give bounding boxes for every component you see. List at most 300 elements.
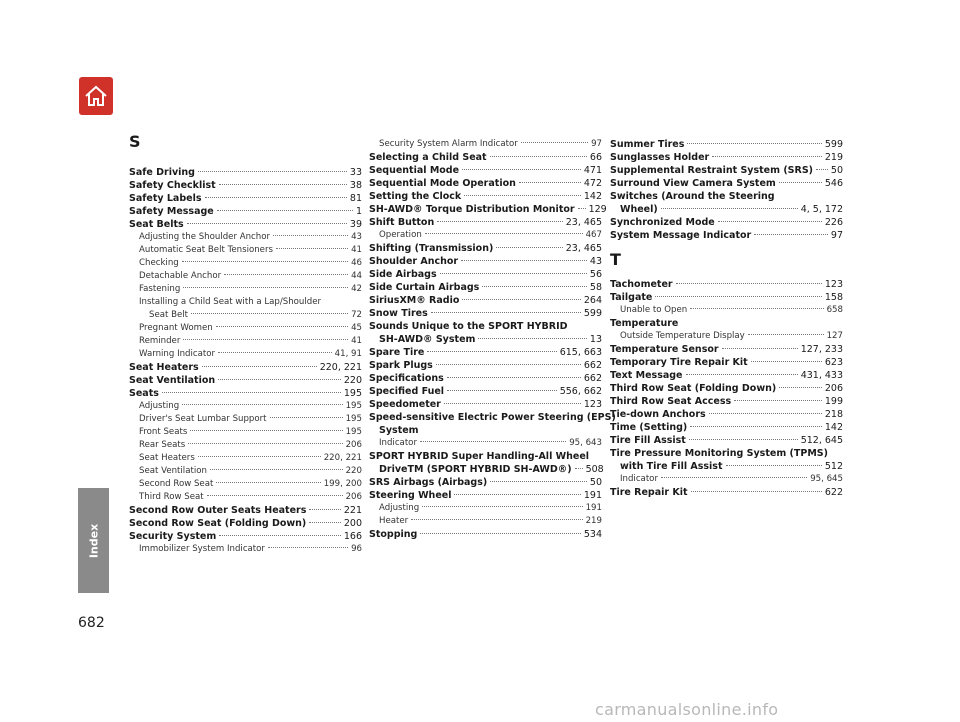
page-reference: 206 <box>824 383 843 394</box>
index-entry[interactable] <box>610 408 843 421</box>
dot-leader <box>219 184 347 185</box>
entry-name: Unable to Open <box>620 305 688 315</box>
index-subentry[interactable] <box>129 257 362 270</box>
dot-leader <box>427 351 556 352</box>
index-subentry[interactable] <box>129 335 362 348</box>
dot-leader <box>661 208 798 209</box>
page-reference: 220, 221 <box>319 362 362 373</box>
index-entry[interactable] <box>129 205 362 218</box>
page-reference: 622 <box>824 487 843 498</box>
index-entry[interactable] <box>610 343 843 356</box>
page-reference: 56 <box>589 269 602 280</box>
dot-leader <box>689 439 798 440</box>
index-entry[interactable] <box>369 164 602 177</box>
index-entry[interactable] <box>129 192 362 205</box>
index-entry[interactable] <box>369 216 602 229</box>
page-reference: 46 <box>351 258 362 268</box>
entry-continuation <box>369 424 602 437</box>
page-reference: 220 <box>343 375 362 386</box>
index-subentry[interactable] <box>610 304 843 317</box>
page-reference: 200 <box>343 518 362 529</box>
index-entry[interactable] <box>129 517 362 530</box>
dot-leader <box>218 352 332 353</box>
entry-name: Reminder <box>139 336 181 346</box>
dot-leader <box>411 519 582 520</box>
page-reference: 534 <box>583 529 602 540</box>
index-subentry[interactable] <box>129 270 362 283</box>
entry-name: Front Seats <box>139 427 188 437</box>
dot-leader <box>268 547 348 548</box>
index-entry[interactable] <box>610 291 843 304</box>
entry-name: Heater <box>379 516 409 526</box>
dot-leader <box>309 522 341 523</box>
index-entry[interactable] <box>129 218 362 231</box>
dot-leader <box>182 404 342 405</box>
page-reference: 226 <box>824 217 843 228</box>
dot-leader <box>686 374 798 375</box>
page-reference: 58 <box>589 282 602 293</box>
entry-name: Shifting (Transmission) <box>369 243 494 254</box>
entry-name-continued: System <box>379 425 419 436</box>
index-entry[interactable] <box>369 242 602 255</box>
page-reference: 556, 662 <box>559 386 602 397</box>
page-reference: 123 <box>824 279 843 290</box>
index-subentry[interactable] <box>129 322 362 335</box>
dot-leader <box>676 283 822 284</box>
entry-name: Adjusting <box>379 503 420 513</box>
watermark: carmanualsonline.info <box>595 700 779 719</box>
dot-leader <box>188 443 342 444</box>
dot-leader <box>661 477 807 478</box>
page-reference: 95, 645 <box>810 474 843 484</box>
index-entry[interactable] <box>369 307 602 320</box>
page-reference: 43 <box>589 256 602 267</box>
dot-leader <box>447 390 557 391</box>
page-reference: 95, 643 <box>569 438 602 448</box>
dot-leader <box>690 308 823 309</box>
index-entry[interactable] <box>610 434 843 447</box>
entry-name: Temporary Tire Repair Kit <box>610 357 748 368</box>
entry-name: Immobilizer System Indicator <box>139 544 265 554</box>
entry-name: Spare Tire <box>369 347 425 358</box>
entry-name: Installing a Child Seat with a Lap/Shoulder <box>139 297 322 307</box>
page-reference: 43 <box>351 232 362 242</box>
dot-leader <box>690 426 822 427</box>
dot-leader <box>219 535 341 536</box>
index-entry[interactable] <box>129 179 362 192</box>
page-reference: 512, 645 <box>800 435 843 446</box>
index-entry[interactable] <box>369 489 602 502</box>
side-tab-label: Index <box>87 523 100 558</box>
entry-name-continued: with Tire Fill Assist <box>620 461 723 472</box>
index-entry[interactable] <box>610 190 843 216</box>
dot-leader <box>309 509 340 510</box>
dot-leader <box>270 417 343 418</box>
entry-name: Driver's Seat Lumbar Support <box>139 414 267 424</box>
entry-name: Synchronized Mode <box>610 217 715 228</box>
page-reference: 13 <box>589 334 602 345</box>
page-reference: 195 <box>343 388 362 399</box>
index-subentry[interactable] <box>129 543 362 556</box>
dot-leader <box>578 208 586 209</box>
dot-leader <box>276 248 348 249</box>
dot-leader <box>273 235 348 236</box>
page-reference: 218 <box>824 409 843 420</box>
entry-continuation <box>610 460 843 473</box>
index-entry[interactable] <box>129 374 362 387</box>
entry-name: Adjusting <box>139 401 180 411</box>
index-entry[interactable] <box>369 151 602 164</box>
dot-leader <box>734 400 822 401</box>
entry-name: Supplemental Restraint System (SRS) <box>610 165 814 176</box>
page-reference: 195 <box>345 414 362 424</box>
entry-name: Safety Checklist <box>129 180 216 191</box>
index-entry[interactable] <box>610 356 843 369</box>
page-reference: 142 <box>583 191 602 202</box>
dot-leader <box>444 403 581 404</box>
page-reference: 50 <box>589 477 602 488</box>
dot-leader <box>218 379 341 380</box>
page-reference: 166 <box>343 531 362 542</box>
dot-leader <box>183 287 348 288</box>
entry-name: Spark Plugs <box>369 360 433 371</box>
section-heading-t: T <box>610 250 621 269</box>
index-subentry[interactable] <box>610 473 843 486</box>
index-subentry[interactable] <box>129 413 362 426</box>
index-entry[interactable] <box>369 203 607 216</box>
entry-name: Detachable Anchor <box>139 271 222 281</box>
dot-leader <box>425 233 583 234</box>
dot-leader <box>224 274 348 275</box>
index-entry[interactable] <box>610 164 843 177</box>
entry-name: SH-AWD® Torque Distribution Monitor <box>369 204 575 215</box>
entry-name: Sequential Mode <box>369 165 460 176</box>
entry-name: Indicator <box>620 474 658 484</box>
index-entry[interactable] <box>610 447 843 473</box>
dot-leader <box>490 156 587 157</box>
entry-name: Security System <box>129 531 217 542</box>
index-subentry[interactable] <box>129 465 362 478</box>
index-entry[interactable] <box>610 138 843 151</box>
index-subentry[interactable] <box>369 437 602 450</box>
entry-continuation <box>139 309 362 322</box>
entry-name-continued: SH-AWD® System <box>379 334 476 345</box>
entry-name: Third Row Seat (Folding Down) <box>610 383 777 394</box>
index-subentry[interactable] <box>369 502 602 515</box>
dot-leader <box>521 142 588 143</box>
index-entry[interactable] <box>369 372 602 385</box>
page-reference: 38 <box>349 180 362 191</box>
dot-leader <box>726 465 822 466</box>
page-reference: 599 <box>583 308 602 319</box>
dot-leader <box>687 143 822 144</box>
index-subentry[interactable] <box>129 244 362 257</box>
dot-leader <box>420 533 581 534</box>
index-entry[interactable] <box>610 151 843 164</box>
index-entry[interactable] <box>610 229 843 242</box>
entry-name: Checking <box>139 258 179 268</box>
entry-name: Shoulder Anchor <box>369 256 459 267</box>
page-reference: 191 <box>583 490 602 501</box>
entry-name: Operation <box>379 230 422 240</box>
page-reference: 41, 91 <box>334 349 362 359</box>
entry-name: Third Row Seat <box>139 492 204 502</box>
entry-name: Shift Button <box>369 217 435 228</box>
entry-name: Tailgate <box>610 292 653 303</box>
page-reference: 127 <box>826 331 843 341</box>
page-reference: 123 <box>583 399 602 410</box>
page-reference: 467 <box>585 230 602 240</box>
entry-name-continued: Wheel) <box>620 204 658 215</box>
dot-leader <box>216 326 348 327</box>
dot-leader <box>748 334 824 335</box>
dot-leader <box>718 221 822 222</box>
dot-leader <box>462 169 581 170</box>
page-reference: 66 <box>589 152 602 163</box>
dot-leader <box>482 286 587 287</box>
index-entry[interactable] <box>369 255 602 268</box>
index-entry[interactable] <box>369 398 602 411</box>
entry-name: Tie-down Anchors <box>610 409 706 420</box>
dot-leader <box>436 364 581 365</box>
dot-leader <box>216 482 320 483</box>
entry-name: Seats <box>129 388 159 399</box>
entry-name: Tire Fill Assist <box>610 435 686 446</box>
index-entry[interactable] <box>369 346 602 359</box>
entry-name: Pregnant Women <box>139 323 213 333</box>
entry-name: System Message Indicator <box>610 230 752 241</box>
page-reference: 220 <box>345 466 362 476</box>
index-entry[interactable] <box>369 190 602 203</box>
index-column-1 <box>129 132 362 556</box>
entry-name: Summer Tires <box>610 139 685 150</box>
page-reference: 220, 221 <box>323 453 362 463</box>
index-entry[interactable] <box>369 411 616 437</box>
index-subentry[interactable] <box>129 426 362 439</box>
page-reference: 4, 5, 172 <box>800 204 843 215</box>
index-subentry[interactable] <box>129 231 362 244</box>
entry-name: Stopping <box>369 529 418 540</box>
dot-leader <box>183 339 348 340</box>
index-subentry[interactable] <box>129 478 362 491</box>
index-subentry[interactable] <box>129 283 362 296</box>
dot-leader <box>210 469 343 470</box>
entry-name: Speedometer <box>369 399 441 410</box>
index-entry[interactable] <box>610 177 843 190</box>
page-reference: 546 <box>824 178 843 189</box>
index-subentry[interactable] <box>129 296 362 322</box>
page-reference: 199, 200 <box>323 479 362 489</box>
dot-leader <box>182 261 348 262</box>
index-entry[interactable] <box>129 530 362 543</box>
entry-name: Speed-sensitive Electric Power Steering (EPS) <box>369 412 616 423</box>
page-reference: 199 <box>824 396 843 407</box>
page-reference: 615, 663 <box>559 347 602 358</box>
index-subentry[interactable] <box>129 348 362 361</box>
page-reference: 658 <box>826 305 843 315</box>
index-subentry[interactable] <box>369 515 602 528</box>
page-reference: 662 <box>583 373 602 384</box>
index-entry[interactable] <box>129 504 362 517</box>
page-reference: 662 <box>583 360 602 371</box>
page-reference: 142 <box>824 422 843 433</box>
entry-name: Third Row Seat Access <box>610 396 732 407</box>
dot-leader <box>712 156 822 157</box>
page-reference: 195 <box>345 427 362 437</box>
page-reference: 431, 433 <box>800 370 843 381</box>
index-subentry[interactable] <box>369 229 602 242</box>
page-reference: 72 <box>351 310 362 320</box>
entry-continuation <box>369 463 602 476</box>
entry-name: Sounds Unique to the SPORT HYBRID <box>369 321 568 332</box>
index-entry[interactable] <box>610 382 843 395</box>
index-subentry[interactable] <box>369 138 602 151</box>
index-entry[interactable] <box>129 361 362 374</box>
page-reference: 127, 233 <box>800 344 843 355</box>
page-reference: 206 <box>345 440 362 450</box>
page-reference: 41 <box>351 336 362 346</box>
entry-name: Time (Setting) <box>610 422 688 433</box>
index-subentry[interactable] <box>129 491 362 504</box>
dot-leader <box>754 234 828 235</box>
dot-leader <box>779 182 822 183</box>
index-entry[interactable] <box>129 166 362 179</box>
page-reference: 508 <box>585 464 604 475</box>
entry-name: Sunglasses Holder <box>610 152 710 163</box>
entry-name: Second Row Seat <box>139 479 214 489</box>
index-side-tab[interactable] <box>78 488 109 593</box>
home-button[interactable] <box>79 77 113 115</box>
entry-name: Specified Fuel <box>369 386 445 397</box>
index-entry[interactable] <box>610 369 843 382</box>
dot-leader <box>709 413 822 414</box>
page-reference: 512 <box>824 461 843 472</box>
entry-name: Automatic Seat Belt Tensioners <box>139 245 273 255</box>
entry-name: Second Row Seat (Folding Down) <box>129 518 307 529</box>
index-subentry[interactable] <box>129 452 362 465</box>
dot-leader <box>575 468 583 469</box>
index-entry[interactable] <box>610 216 843 229</box>
entry-name: Security System Alarm Indicator <box>379 139 518 149</box>
entry-name: Temperature <box>610 318 679 329</box>
dot-leader <box>816 169 828 170</box>
page-reference: 206 <box>345 492 362 502</box>
dot-leader <box>191 313 348 314</box>
entry-name: Seat Ventilation <box>129 375 216 386</box>
entry-name: Temperature Sensor <box>610 344 719 355</box>
index-entry[interactable] <box>610 421 843 434</box>
index-column-2 <box>369 138 616 541</box>
entry-name: Outside Temperature Display <box>620 331 745 341</box>
entry-name: Safety Labels <box>129 193 202 204</box>
page-reference: 219 <box>824 152 843 163</box>
page-reference: 42 <box>351 284 362 294</box>
dot-leader <box>198 456 321 457</box>
dot-leader <box>190 430 342 431</box>
dot-leader <box>779 387 822 388</box>
entry-name: Text Message <box>610 370 683 381</box>
index-entry[interactable] <box>369 320 602 346</box>
entry-continuation <box>610 203 843 216</box>
page-reference: 191 <box>585 503 602 513</box>
dot-leader <box>205 197 347 198</box>
entry-name: SPORT HYBRID Super Handling-All Wheel <box>369 451 590 462</box>
entry-name: Seat Ventilation <box>139 466 207 476</box>
page-reference: 471 <box>583 165 602 176</box>
entry-name: Safety Message <box>129 206 214 217</box>
entry-name: Sequential Mode Operation <box>369 178 516 189</box>
page-reference: 39 <box>349 219 362 230</box>
dot-leader <box>519 182 581 183</box>
index-subentry[interactable] <box>129 400 362 413</box>
index-entry[interactable] <box>369 268 602 281</box>
entry-name-continued: Seat Belt <box>149 310 189 320</box>
page-reference: 41 <box>351 245 362 255</box>
index-entry[interactable] <box>369 359 602 372</box>
dot-leader <box>478 338 587 339</box>
dot-leader <box>440 273 587 274</box>
page-reference: 129 <box>588 204 607 215</box>
dot-leader <box>691 491 822 492</box>
index-entry[interactable] <box>129 387 362 400</box>
entry-name: SRS Airbags (Airbags) <box>369 477 488 488</box>
dot-leader <box>655 296 821 297</box>
index-entry[interactable] <box>610 486 843 499</box>
index-entry[interactable] <box>610 395 843 408</box>
entry-name: Snow Tires <box>369 308 428 319</box>
page-reference: 97 <box>591 139 602 149</box>
index-subentry[interactable] <box>610 330 843 343</box>
index-subentry[interactable] <box>129 439 362 452</box>
page-reference: 599 <box>824 139 843 150</box>
page-reference: 50 <box>830 165 843 176</box>
index-entry[interactable] <box>369 476 602 489</box>
entry-name: Seat Belts <box>129 219 184 230</box>
index-entry[interactable] <box>369 177 602 190</box>
entry-name: SiriusXM® Radio <box>369 295 460 306</box>
entry-name: Switches (Around the Steering <box>610 191 775 202</box>
dot-leader <box>431 312 581 313</box>
page-reference: 221 <box>343 505 362 516</box>
page-reference: 96 <box>351 544 362 554</box>
entry-name: Side Curtain Airbags <box>369 282 480 293</box>
entry-name: Rear Seats <box>139 440 186 450</box>
page-reference: 158 <box>824 292 843 303</box>
page-reference: 195 <box>345 401 362 411</box>
index-entry[interactable] <box>610 278 843 291</box>
dot-leader <box>751 361 822 362</box>
index-entry[interactable] <box>610 317 843 330</box>
entry-name: Warning Indicator <box>139 349 216 359</box>
page-reference: 623 <box>824 357 843 368</box>
dot-leader <box>202 366 317 367</box>
page-reference: 33 <box>349 167 362 178</box>
dot-leader <box>187 223 347 224</box>
entry-name: Fastening <box>139 284 181 294</box>
dot-leader <box>162 392 341 393</box>
page-reference: 264 <box>583 295 602 306</box>
index-entry[interactable] <box>369 450 602 476</box>
dot-leader <box>722 348 798 349</box>
entry-name: Specifications <box>369 373 444 384</box>
page-reference: 23, 465 <box>565 217 602 228</box>
index-entry[interactable] <box>369 281 602 294</box>
index-entry[interactable] <box>369 385 602 398</box>
dot-leader <box>420 441 566 442</box>
index-entry[interactable] <box>369 294 602 307</box>
dot-leader <box>464 195 581 196</box>
index-entry[interactable] <box>369 528 602 541</box>
